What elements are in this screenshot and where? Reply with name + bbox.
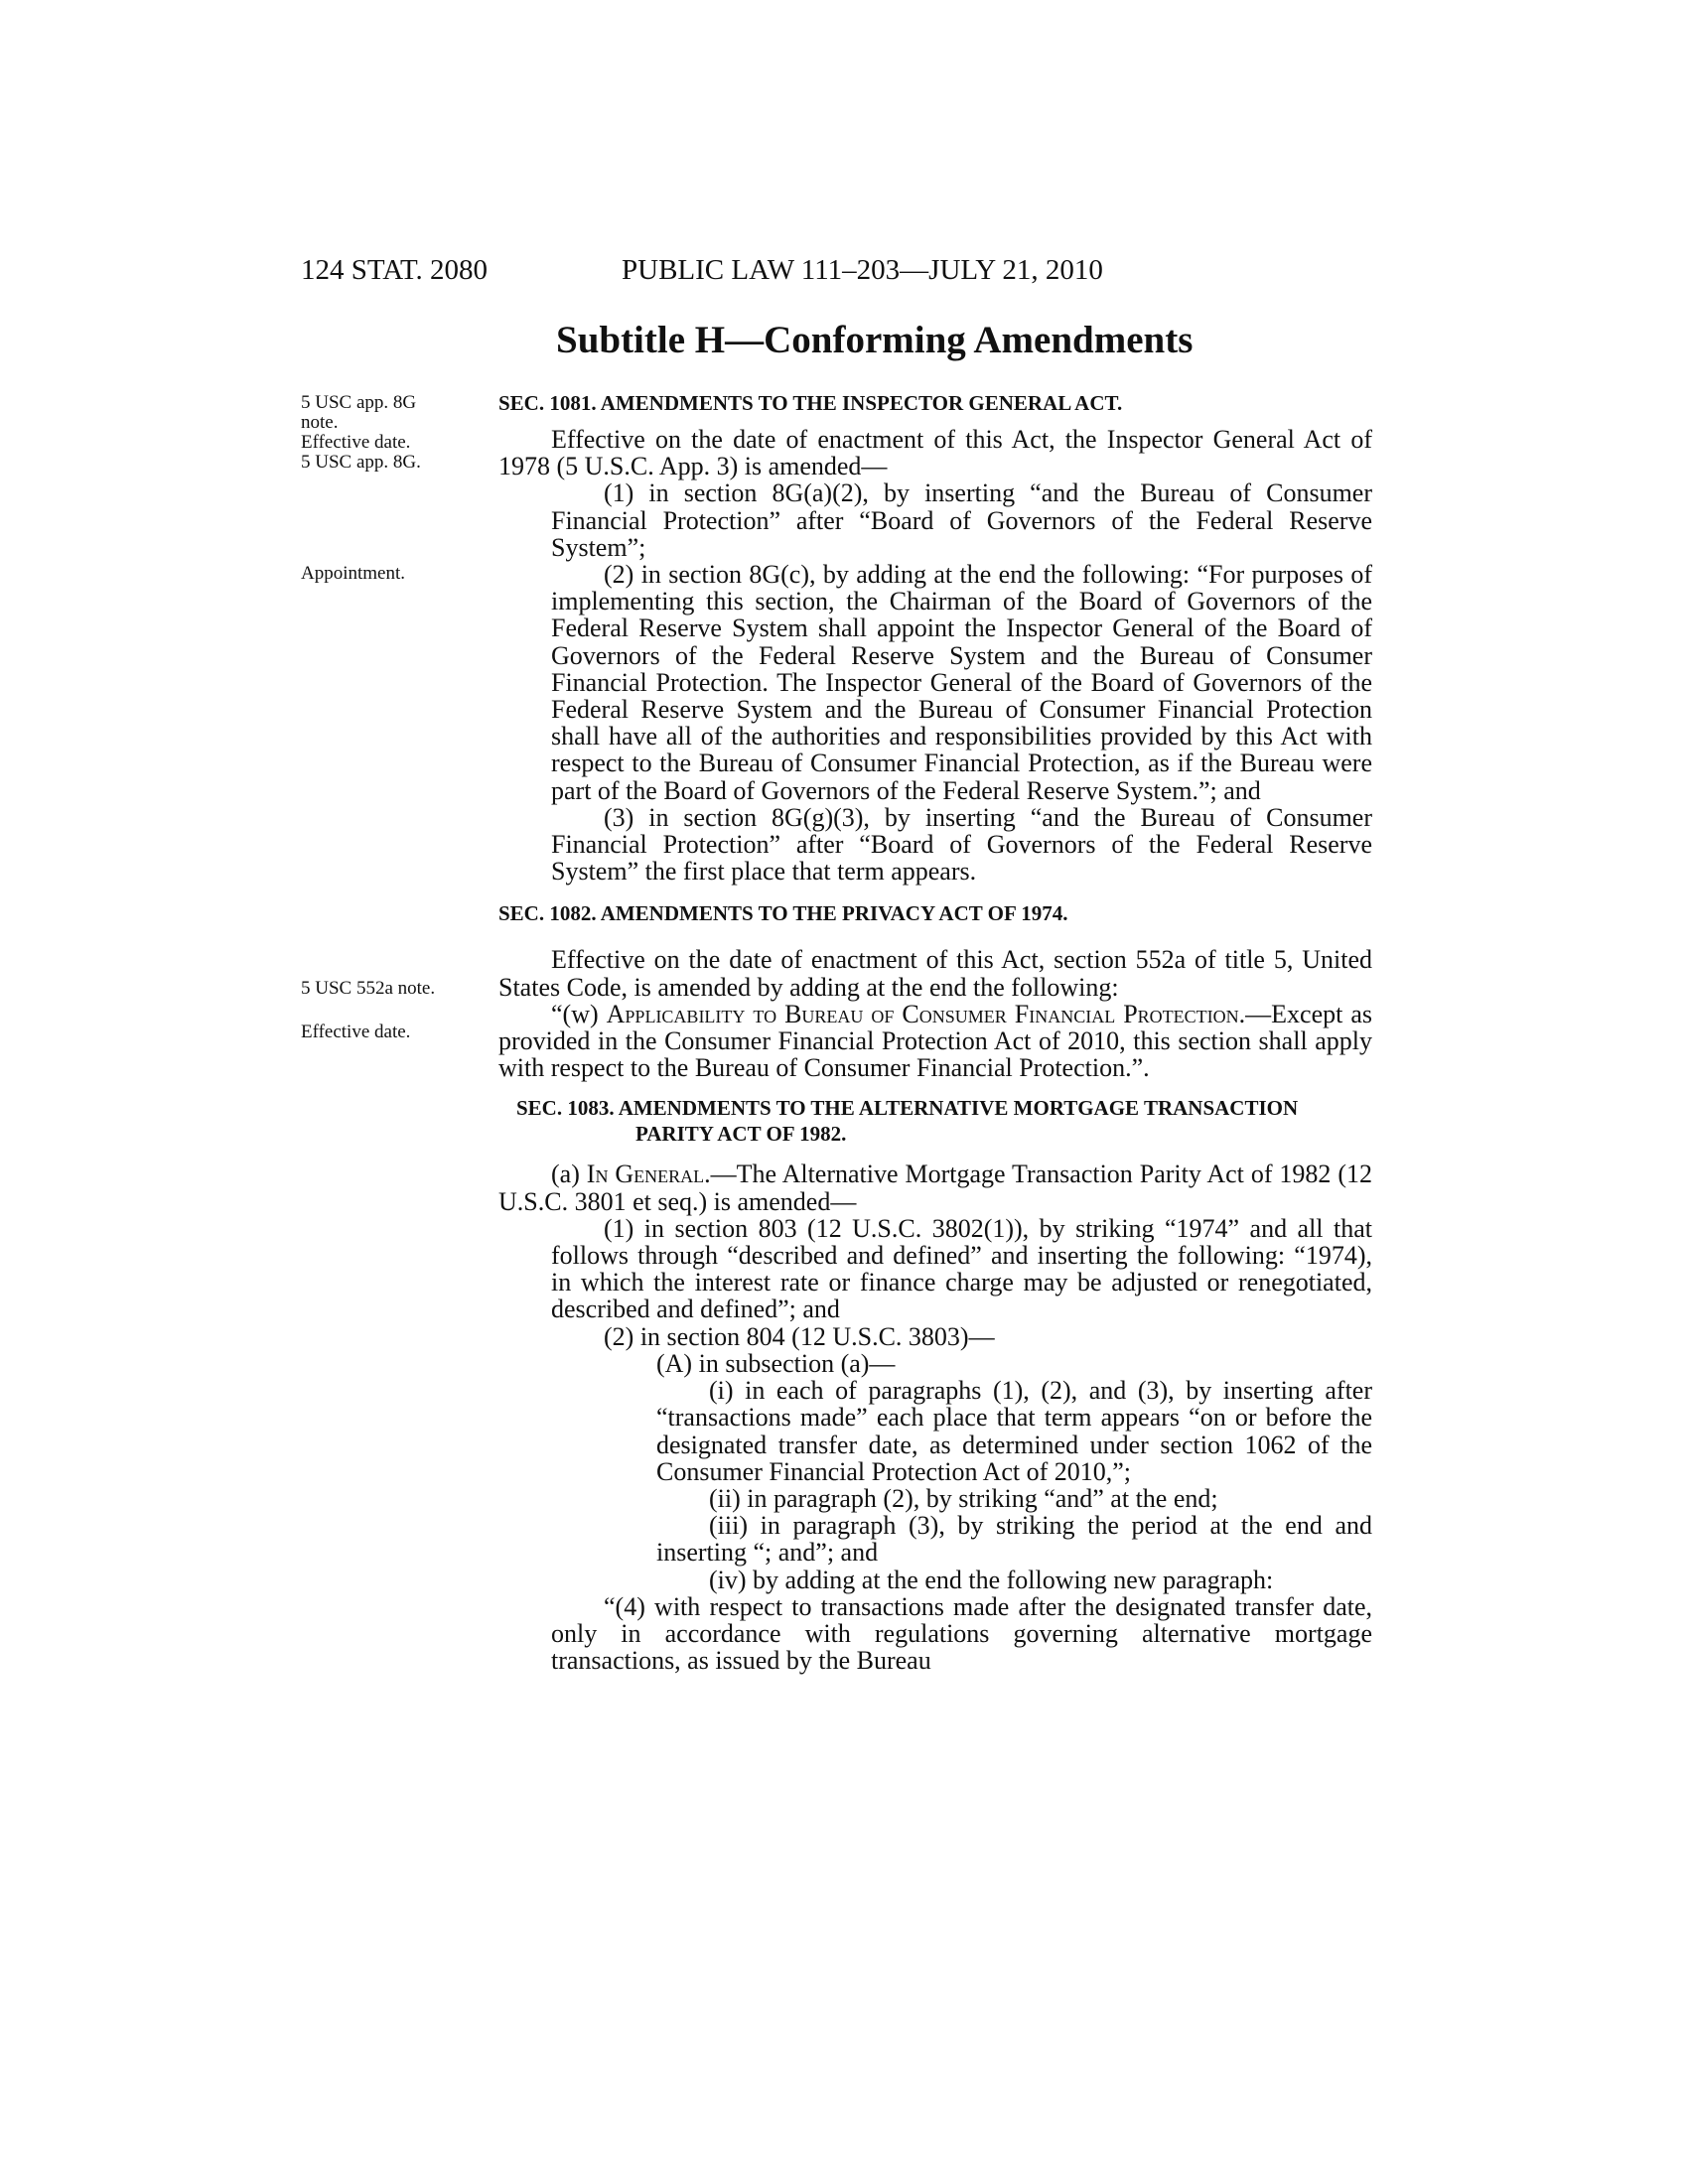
margin-note-line: Appointment. xyxy=(301,563,406,584)
margin-note-line: 5 USC app. 8G xyxy=(301,392,417,413)
public-law-citation: PUBLIC LAW 111–203—JULY 21, 2010 xyxy=(622,254,1103,286)
sec1083-subsection-a xyxy=(498,1160,1372,1214)
margin-note-line: 5 USC app. 8G. xyxy=(301,452,421,473)
sec1083-para-A: (A) in subsection (a)— xyxy=(656,1348,896,1378)
sec1082-intro: Effective on the date of enactment of this Act, section 552a of title 5, United States Code, is amended by adding at the end the following: xyxy=(498,945,1372,1002)
sec1081-para-1: (1) in section 8G(a)(2), by inserting “and the Bureau of Consumer Financial Protection” after “Board of Governors of the Federal Reserve System”; xyxy=(551,478,1372,562)
sec1083-clause-i: (i) in each of paragraphs (1), (2), and (3), by inserting after “transactions made” each place that term appears “on or before the designated transfer date, as determined under section 1062 of the Consumer Financial Protection Act of 2010,”; xyxy=(656,1376,1372,1486)
sec1082-subsection-w xyxy=(498,1001,1372,1082)
margin-note-appointment xyxy=(301,564,480,584)
subsection-a-text: .—The Alternative Mortgage Transaction Parity Act of 1982 (12 U.S.C. 3801 et seq.) is amended— xyxy=(498,1160,1372,1216)
margin-note-line: Effective date. xyxy=(301,432,411,453)
sec1083-para-1: (1) in section 803 (12 U.S.C. 3802(1)), by striking “1974” and all that follows through “described and defined” and inserting the following: “1974), in which the interest rate or finance charge may be adjusted or renegotiated, described and defined”; and xyxy=(551,1213,1372,1324)
section-heading-1082: SEC. 1082. AMENDMENTS TO THE PRIVACY ACT OF 1974. xyxy=(498,901,1068,926)
sec1083-clause-iv: (iv) by adding at the end the following new paragraph: xyxy=(709,1565,1274,1594)
section-heading-1081: SEC. 1081. AMENDMENTS TO THE INSPECTOR GENERAL ACT. xyxy=(498,391,1123,415)
sec1083-para-2: (2) in section 804 (12 U.S.C. 3803)— xyxy=(604,1321,995,1351)
sec1081-para-3: (3) in section 8G(g)(3), by inserting “and the Bureau of Consumer Financial Protection” after “Board of Governors of the Federal Reserve System” the first place that term appears. xyxy=(551,802,1372,887)
sec1081-intro: Effective on the date of enactment of this Act, the Inspector General Act of 1978 (5 U.S.C. App. 3) is amended— xyxy=(498,425,1372,481)
sec1083-quoted-para-4: “(4) with respect to transactions made after the designated transfer date, only in accordance with regulations governing alternative mortgage transactions, as issued by the Bureau xyxy=(551,1591,1372,1676)
subsection-w-text: —Except as provided in the Consumer Financial Protection Act of 2010, this section shall apply with respect to the Bureau of Consumer Financial Protection.”. xyxy=(498,999,1373,1083)
margin-note-sec1082 xyxy=(301,979,480,999)
sec1081-para-2: (2) in section 8G(c), by adding at the end the following: “For purposes of implementing this section, the Chairman of the Board of Governors of the Federal Reserve System shall appoint the Inspector General of the Board of Governors of the Federal Reserve System and the Bureau of Consumer Financial Protection. The Inspector General of the Board of Governors of the Federal Reserve System and the Bureau of Consumer Financial Protection shall have all of the authorities and responsibilities provided by this Act with respect to the Bureau of Consumer Financial Protection, as if the Bureau were part of the Board of Governors of the Federal Reserve System.”; and xyxy=(551,560,1372,805)
margin-note-sec1082-effective xyxy=(301,1023,480,1042)
margin-note-line: 5 USC 552a note. xyxy=(301,978,436,999)
margin-note-line: Effective date. xyxy=(301,1022,411,1042)
margin-note-line: note. xyxy=(301,412,339,433)
subtitle-heading: Subtitle H—Conforming Amendments xyxy=(556,319,1194,361)
body-text xyxy=(498,390,1372,1674)
subsection-w-caption: Applicability to Bureau of Consumer Financial Protection. xyxy=(606,999,1246,1028)
subsection-a-caption: In General xyxy=(586,1160,705,1189)
sec1083-clause-ii: (ii) in paragraph (2), by striking “and” at the end; xyxy=(709,1483,1218,1513)
section-heading-1083: SEC. 1083. AMENDMENTS TO THE ALTERNATIVE MORTGAGE TRANSACTION PARITY ACT OF 1982. xyxy=(516,1096,1299,1147)
margin-note-sec1081 xyxy=(301,393,480,473)
subsection-w-lead: “(w) xyxy=(551,999,607,1028)
stat-citation: 124 STAT. 2080 xyxy=(301,254,489,286)
sec1083-clause-iii: (iii) in paragraph (3), by striking the period at the end and inserting “; and”; and xyxy=(656,1511,1372,1568)
running-head xyxy=(301,250,1373,290)
subsection-a-lead: (a) xyxy=(551,1160,587,1189)
